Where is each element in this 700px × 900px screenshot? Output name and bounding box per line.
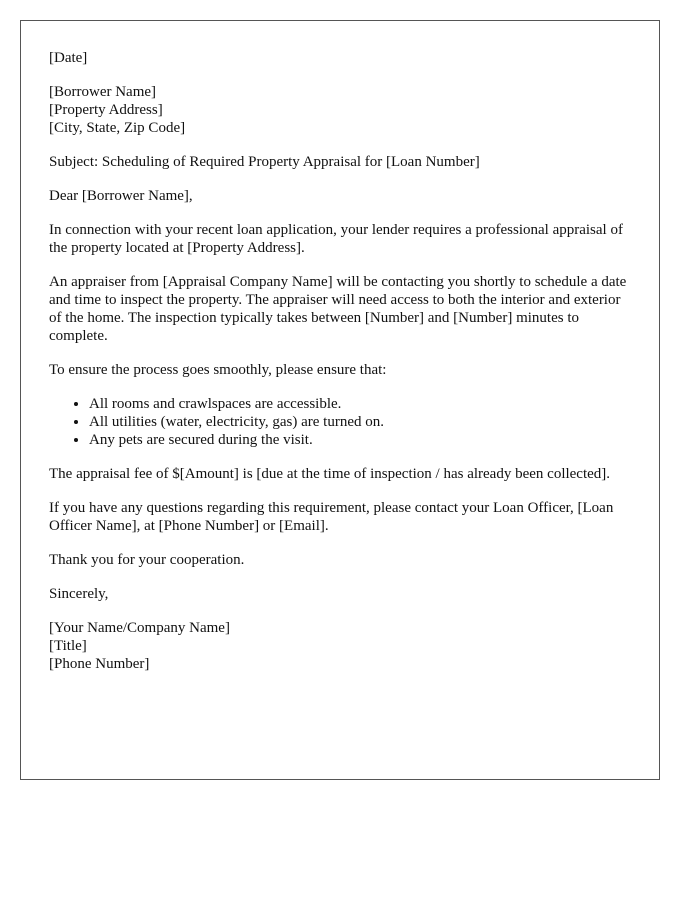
date-block	[49, 49, 631, 67]
letter-date: [Date]	[49, 50, 88, 66]
checklist-item: • Any pets are secured during the visit.	[89, 431, 631, 449]
checklist-intro: To ensure the process goes smoothly, please ensure that:	[49, 362, 387, 378]
thanks-line: Thank you for your cooperation.	[49, 552, 245, 568]
recipient-address-block	[49, 83, 631, 137]
signature-phone: [Phone Number]	[49, 656, 150, 672]
contact-paragraph: If you have any questions regarding this requirement, please contact your Loan Officer, [Loan Officer Name], at [Phone Number] or [Email].	[49, 500, 614, 534]
checklist-item: • All rooms and crawlspaces are accessible.	[89, 395, 631, 413]
intro-paragraph: In connection with your recent loan application, your lender requires a professional appraisal of the property located at [Property Address].	[49, 222, 623, 256]
checklist	[49, 395, 631, 449]
closing-line: Sincerely,	[49, 586, 109, 602]
recipient-address: [Property Address]	[49, 102, 163, 118]
appraiser-paragraph: An appraiser from [Appraisal Company Name] will be contacting you shortly to schedule a date and time to inspect the property. The appraiser will need access to both the interior and exterior of the home. The inspection typically takes between [Number] and [Number] minutes to complete.	[49, 274, 627, 344]
subject-line: Subject: Scheduling of Required Property Appraisal for [Loan Number]	[49, 154, 480, 170]
signature-block	[49, 619, 631, 673]
signature-name: [Your Name/Company Name]	[49, 620, 230, 636]
salutation: Dear [Borrower Name],	[49, 188, 193, 204]
fee-paragraph: The appraisal fee of $[Amount] is [due at the time of inspection / has already been collected].	[49, 466, 611, 482]
signature-title: [Title]	[49, 638, 87, 654]
recipient-city-state-zip: [City, State, Zip Code]	[49, 120, 186, 136]
checklist-item: • All utilities (water, electricity, gas) are turned on.	[89, 413, 631, 431]
recipient-name: [Borrower Name]	[49, 84, 157, 100]
letter-page	[20, 20, 660, 780]
